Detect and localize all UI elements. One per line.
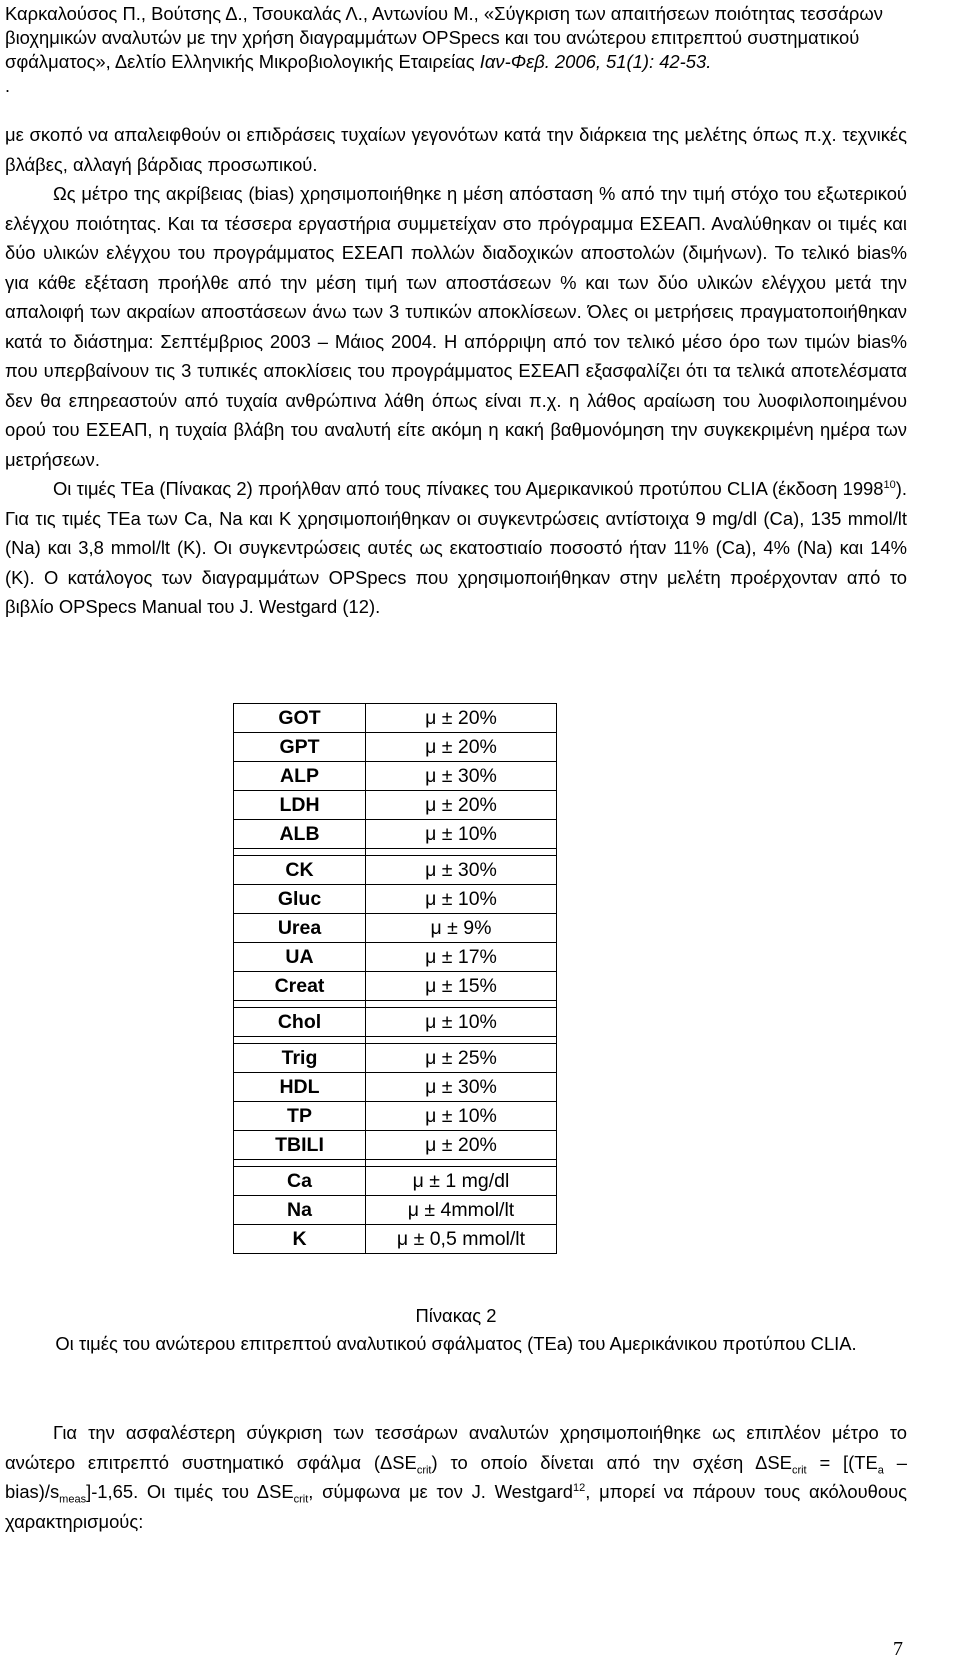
table-row: [234, 1167, 557, 1196]
analyte-cell: Gluc: [234, 885, 366, 914]
table-spacer-row: [234, 849, 557, 856]
paragraph-1: με σκοπό να απαλειφθούν οι επιδράσεις τυχαίων γεγονότων κατά την διάρκεια της μελέτης όπως π.χ. τεχνικές βλάβες, αλλαγή βάρδιας προσωπικού.: [5, 124, 907, 175]
tea-value-cell: μ ± 10%: [366, 1102, 557, 1131]
analyte-cell: GPT: [234, 733, 366, 762]
spacer-cell: [366, 1160, 557, 1167]
table-caption-text: Οι τιμές του ανώτερου επιτρεπτού αναλυτικού σφάλματος (ΤΕa) του Αμερικάνικου προτύπου CLIA.: [55, 1333, 857, 1354]
closing-text-7: , μπορεί να πάρουν τους ακόλουθους χαρακτηρισμούς:: [5, 1481, 907, 1532]
reference-10: 10: [883, 478, 896, 491]
tea-value-cell: μ ± 20%: [366, 1131, 557, 1160]
analyte-cell: Creat: [234, 972, 366, 1001]
analyte-cell: TBILI: [234, 1131, 366, 1160]
table-row: [234, 1073, 557, 1102]
tea-value-cell: μ ± 10%: [366, 1008, 557, 1037]
crit-subscript: crit: [791, 1464, 807, 1477]
tea-value-cell: μ ± 25%: [366, 1044, 557, 1073]
spacer-cell: [366, 1001, 557, 1008]
analyte-cell: Chol: [234, 1008, 366, 1037]
analyte-cell: Trig: [234, 1044, 366, 1073]
delta-se-symbol: ΔSE: [755, 1451, 792, 1473]
paragraph-3-part-1: Οι τιμές ΤΕa (Πίνακας 2) προήλθαν από τους πίνακες του Αμερικανικού προτύπου CLIA (έκδοση 1998: [53, 478, 884, 499]
table-row: [234, 1131, 557, 1160]
closing-text-3: = [(TE: [806, 1451, 878, 1473]
tea-value-cell: μ ± 1 mg/dl: [366, 1167, 557, 1196]
crit-subscript: crit: [416, 1464, 432, 1477]
table-row: [234, 972, 557, 1001]
analyte-cell: CK: [234, 856, 366, 885]
meas-subscript: meas: [59, 1493, 87, 1506]
citation-dot: .: [5, 76, 11, 96]
tea-value-cell: μ ± 30%: [366, 856, 557, 885]
delta-se-symbol: ΔSE: [380, 1451, 417, 1473]
table-row: [234, 762, 557, 791]
paragraph-3-part-2: ). Για τις τιμές ΤΕa των Ca, Na και K χρησιμοποιήθηκαν οι συγκεντρώσεις αντίστοιχα 9 mg/dl (Ca), 135 mmol/lt (Na) και 3,8 mmol/lt (K). Οι συγκεντρώσεις αυτές ως εκατοστιαίο ποσοστό ήταν 11% (Ca), 4% (Na) και 14% (K). Ο κατάλογος των διαγραμμάτων OPSpecs που χρησιμοποιήθηκαν στην μελέτη προέρχονταν από το βιβλίο OPSpecs Manual του J. Westgard (12).: [5, 478, 907, 617]
tea-value-cell: μ ± 15%: [366, 972, 557, 1001]
tea-value-cell: μ ± 10%: [366, 885, 557, 914]
paragraph-2: Ως μέτρο της ακρίβειας (bias) χρησιμοποιήθηκε η μέση απόσταση % από την τιμή στόχο του εξωτερικού ελέγχου ποιότητας. Και τα τέσσερα εργαστήρια συμμετείχαν στο πρόγραμμα ΕΣΕΑΠ. Αναλύθηκαν οι τιμές και δύο υλικών ελέγχου του προγράμματος ΕΣΕΑΠ πολλών διαδοχικών αποστολών (διμήνων). Το τελικό bias% για κάθε εξέταση προήλθε από την μέση τιμή των αποστάσεων % και των δύο υλικών ελέγχου μετά την απαλοιφή των ακραίων αποστάσεων άνω των 3 τυπικών αποκλίσεων. Όλες οι μετρήσεις πραγματοποιήθηκαν κατά το διάστημα: Σεπτέμβριος 2003 – Μάιος 2004. Η απόρριψη από τον τελικό μέσο όρο των τιμών bias% που υπερβαίνουν τις 3 τυπικές αποκλίσεις του προγράμματος ΕΣΕΑΠ εξασφαλίζει ότι τα τελικά αποτελέσματα δεν θα επηρεαστούν από τυχαία ανθρώπινα λάθη όπως είναι π.χ. η λάθος αραίωση του λυοφιλοποιημένου ορού του ΕΣΕΑΠ, η τυχαία βλάβη του αναλυτή είτε ακόμη η κακή βαθμονόμηση την συγκεκριμένη ημέρα των μετρήσεων.: [5, 183, 907, 470]
tea-table: [233, 703, 557, 1254]
table-row: [234, 704, 557, 733]
closing-text-6: , σύμφωνα με τον J. Westgard: [308, 1481, 573, 1502]
closing-text-5: ]-1,65. Οι τιμές του: [86, 1481, 257, 1502]
table-row: [234, 791, 557, 820]
crit-subscript: crit: [293, 1493, 309, 1506]
tea-value-cell: μ ± 30%: [366, 762, 557, 791]
table-row: [234, 1044, 557, 1073]
tea-value-cell: μ ± 9%: [366, 914, 557, 943]
table-row: [234, 856, 557, 885]
citation-text: Καρκαλούσος Π., Βούτσης Δ., Τσουκαλάς Λ., Αντωνίου Μ., «Σύγκριση των απαιτήσεων ποιότητας τεσσάρων βιοχημικών αναλυτών με την χρήση διαγραμμάτων OPSpecs και του ανώτερου επιτρεπτού συστηματικού σφάλματος», Δελτίο Ελληνικής Μικροβιολογικής Εταιρείας: [5, 3, 883, 72]
reference-12: 12: [573, 1481, 586, 1494]
tea-value-cell: μ ± 20%: [366, 733, 557, 762]
a-subscript: a: [877, 1464, 884, 1477]
delta-se-symbol: ΔSE: [256, 1481, 294, 1502]
tea-value-cell: μ ± 4mmol/lt: [366, 1196, 557, 1225]
citation-issue: Ιαν-Φεβ. 2006, 51(1): 42-53.: [479, 51, 712, 72]
analyte-cell: ALB: [234, 820, 366, 849]
analyte-cell: Na: [234, 1196, 366, 1225]
spacer-cell: [366, 849, 557, 856]
analyte-cell: LDH: [234, 791, 366, 820]
analyte-cell: TP: [234, 1102, 366, 1131]
tea-value-cell: μ ± 30%: [366, 1073, 557, 1102]
closing-paragraph-block: [5, 1418, 907, 1536]
tea-value-cell: μ ± 20%: [366, 704, 557, 733]
closing-paragraph: [5, 1418, 907, 1536]
analyte-cell: Urea: [234, 914, 366, 943]
closing-text-1: Για την ασφαλέστερη σύγκριση των τεσσάρων αναλυτών χρησιμοποιήθηκε ως επιπλέον μέτρο το ανώτερο επιτρεπτό συστηματικό σφάλμα (: [5, 1422, 907, 1473]
citation: [5, 0, 907, 74]
table-spacer-row: [234, 1037, 557, 1044]
table-row: [234, 943, 557, 972]
table-spacer-row: [234, 1160, 557, 1167]
analyte-cell: HDL: [234, 1073, 366, 1102]
tea-value-cell: μ ± 20%: [366, 791, 557, 820]
page-number: 7: [893, 1638, 903, 1660]
table-row: [234, 914, 557, 943]
analyte-cell: GOT: [234, 704, 366, 733]
closing-text-2: ) το οποίο δίνεται από την σχέση: [431, 1451, 756, 1473]
table-row: [234, 1008, 557, 1037]
analyte-cell: K: [234, 1225, 366, 1254]
table-row: [234, 1102, 557, 1131]
table-row: [234, 733, 557, 762]
analyte-cell: ALP: [234, 762, 366, 791]
spacer-cell: [234, 1001, 366, 1008]
closing-text-4: – bias)/s: [5, 1451, 907, 1502]
tea-value-cell: μ ± 10%: [366, 820, 557, 849]
table-row: [234, 885, 557, 914]
table-spacer-row: [234, 1001, 557, 1008]
tea-table-container: [233, 703, 557, 1254]
spacer-cell: [234, 1160, 366, 1167]
analyte-cell: Ca: [234, 1167, 366, 1196]
spacer-cell: [234, 849, 366, 856]
spacer-cell: [234, 1037, 366, 1044]
tea-value-cell: μ ± 0,5 mmol/lt: [366, 1225, 557, 1254]
table-row: [234, 1196, 557, 1225]
tea-value-cell: μ ± 17%: [366, 943, 557, 972]
table-row: [234, 820, 557, 849]
table-caption-number: Πίνακας 2: [415, 1305, 497, 1326]
analyte-cell: UA: [234, 943, 366, 972]
spacer-cell: [366, 1037, 557, 1044]
paragraph-3: [5, 474, 907, 622]
table-row: [234, 1225, 557, 1254]
